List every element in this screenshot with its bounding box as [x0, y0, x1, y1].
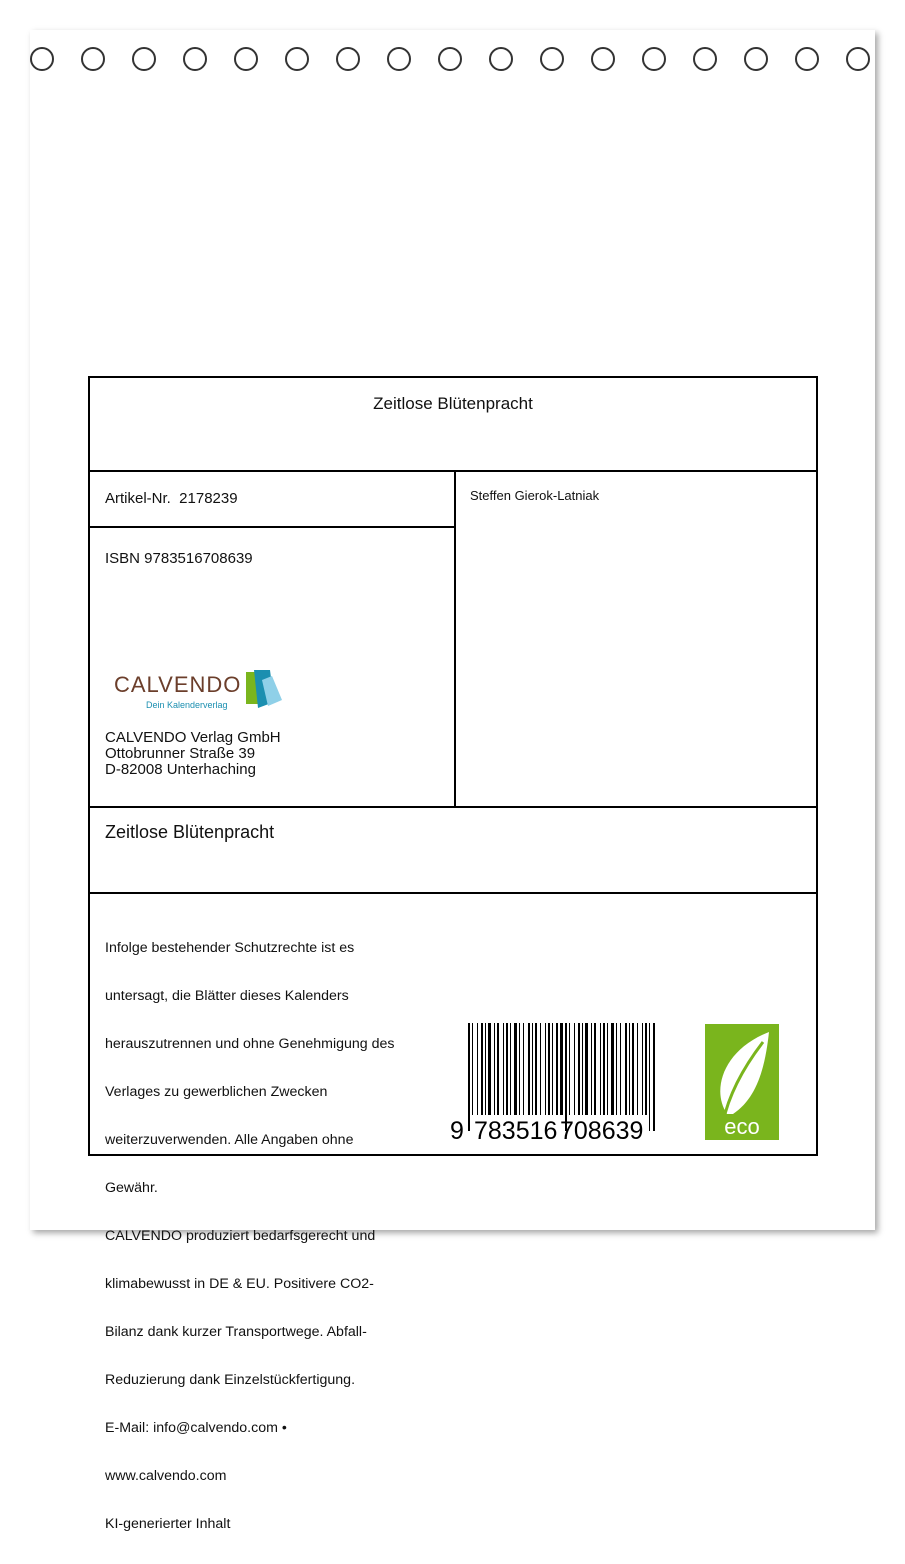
barcode-bar: [642, 1023, 643, 1115]
barcode-bar: [552, 1023, 553, 1115]
legal-line: Bilanz dank kurzer Transportwege. Abfall-: [105, 1324, 367, 1340]
divider-line: [454, 470, 456, 806]
barcode-bar: [497, 1023, 499, 1115]
barcode-bar: [510, 1023, 511, 1115]
barcode-bar: [545, 1023, 546, 1115]
calendar-title: Zeitlose Blütenpracht: [373, 394, 533, 413]
legal-line: Infolge bestehender Schutzrechte ist es: [105, 940, 355, 956]
barcode-bar: [565, 1023, 567, 1131]
binding-ring: [846, 47, 870, 71]
barcode-bar: [523, 1023, 524, 1115]
barcode-bar: [653, 1023, 655, 1131]
barcode-first-digit: 9: [450, 1117, 464, 1143]
legal-line: weiterzuverwenden. Alle Angaben ohne: [105, 1132, 354, 1148]
barcode-bar: [472, 1023, 473, 1115]
logo-wordmark: CALVENDO: [114, 672, 242, 697]
binding-ring: [285, 47, 309, 71]
article-number: Artikel-Nr. 2178239: [105, 490, 238, 507]
barcode-bar: [468, 1023, 470, 1131]
legal-line: klimabewusst in DE & EU. Positivere CO2-: [105, 1276, 374, 1292]
barcode-bar: [645, 1023, 647, 1115]
barcode-bar: [560, 1023, 563, 1115]
barcode-bars: [468, 1023, 655, 1131]
calvendo-logo-icon: [244, 668, 286, 710]
calvendo-logo: [114, 668, 294, 718]
legal-line: KI-generierter Inhalt: [105, 1516, 231, 1532]
info-box: [88, 376, 818, 1532]
barcode-bar: [600, 1023, 601, 1115]
barcode-bar: [477, 1023, 478, 1115]
divider-line: [90, 892, 816, 894]
barcode-bar: [625, 1023, 627, 1115]
barcode-bar: [488, 1023, 491, 1115]
legal-line: Gewähr.: [105, 1180, 158, 1196]
barcode-bar: [519, 1023, 520, 1115]
legal-line: Verlages zu gewerblichen Zwecken: [105, 1084, 328, 1100]
barcode-bar: [481, 1023, 483, 1115]
barcode-bar: [506, 1023, 508, 1115]
publisher-address: [105, 730, 281, 778]
binding-ring: [795, 47, 819, 71]
legal-notice: [105, 908, 395, 1564]
binding-ring: [30, 47, 54, 71]
legal-line: Reduzierung dank Einzelstückfertigung.: [105, 1372, 356, 1388]
barcode-bar: [611, 1023, 614, 1115]
barcode-bar: [582, 1023, 583, 1115]
barcode-bar: [607, 1023, 608, 1115]
binding-ring: [81, 47, 105, 71]
spiral-binding: [0, 0, 905, 90]
binding-ring: [336, 47, 360, 71]
publisher-name: CALVENDO Verlag GmbH: [105, 729, 281, 746]
barcode-bar: [616, 1023, 617, 1115]
barcode-bar: [528, 1023, 530, 1115]
eco-label-text: eco: [724, 1114, 760, 1139]
barcode-bar: [574, 1023, 575, 1115]
barcode-bar: [540, 1023, 541, 1115]
barcode-bar: [585, 1023, 588, 1115]
binding-ring: [489, 47, 513, 71]
barcode-bar: [594, 1023, 596, 1115]
barcode-group-left: 783516: [474, 1117, 558, 1143]
divider-line: [90, 470, 816, 472]
binding-ring: [591, 47, 615, 71]
binding-ring: [693, 47, 717, 71]
barcode-bar: [629, 1023, 630, 1115]
isbn-barcode: [450, 1023, 660, 1143]
barcode-bar: [532, 1023, 533, 1115]
author-name: Steffen Gierok-Latniak: [470, 488, 600, 503]
publisher-city: D-82008 Unterhaching: [105, 761, 256, 778]
barcode-bar: [494, 1023, 495, 1115]
binding-ring: [132, 47, 156, 71]
barcode-bar: [620, 1023, 621, 1115]
binding-ring: [438, 47, 462, 71]
barcode-bar: [578, 1023, 580, 1115]
legal-line: herauszutrennen und ohne Genehmigung des: [105, 1036, 395, 1052]
binding-ring: [540, 47, 564, 71]
calendar-title-secondary: Zeitlose Blütenpracht: [105, 822, 275, 842]
legal-line: CALVENDO produziert bedarfsgerecht und: [105, 1228, 376, 1244]
legal-line: E-Mail: info@calvendo.com •: [105, 1420, 287, 1436]
divider-line: [90, 806, 816, 808]
barcode-bar: [548, 1023, 550, 1115]
barcode-bar: [569, 1023, 570, 1115]
divider-line: [90, 526, 454, 528]
barcode-bar: [485, 1023, 486, 1115]
binding-ring: [387, 47, 411, 71]
barcode-bar: [632, 1023, 634, 1115]
barcode-bar: [591, 1023, 592, 1115]
legal-line: www.calvendo.com: [105, 1468, 227, 1484]
barcode-bar: [556, 1023, 558, 1115]
binding-ring: [744, 47, 768, 71]
publisher-street: Ottobrunner Straße 39: [105, 745, 256, 762]
barcode-bar: [603, 1023, 605, 1115]
barcode-bar: [649, 1023, 650, 1131]
barcode-bar: [535, 1023, 537, 1115]
barcode-bar: [514, 1023, 517, 1115]
barcode-bar: [503, 1023, 504, 1115]
binding-ring: [642, 47, 666, 71]
isbn-number: ISBN 9783516708639: [105, 550, 253, 567]
barcode-group-right: 708639: [560, 1117, 644, 1143]
legal-line: untersagt, die Blätter dieses Kalenders: [105, 988, 349, 1004]
binding-ring: [183, 47, 207, 71]
logo-tagline: Dein Kalenderverlag: [146, 700, 228, 710]
barcode-bar: [637, 1023, 638, 1115]
eco-label-icon: [705, 1024, 779, 1140]
binding-ring: [234, 47, 258, 71]
